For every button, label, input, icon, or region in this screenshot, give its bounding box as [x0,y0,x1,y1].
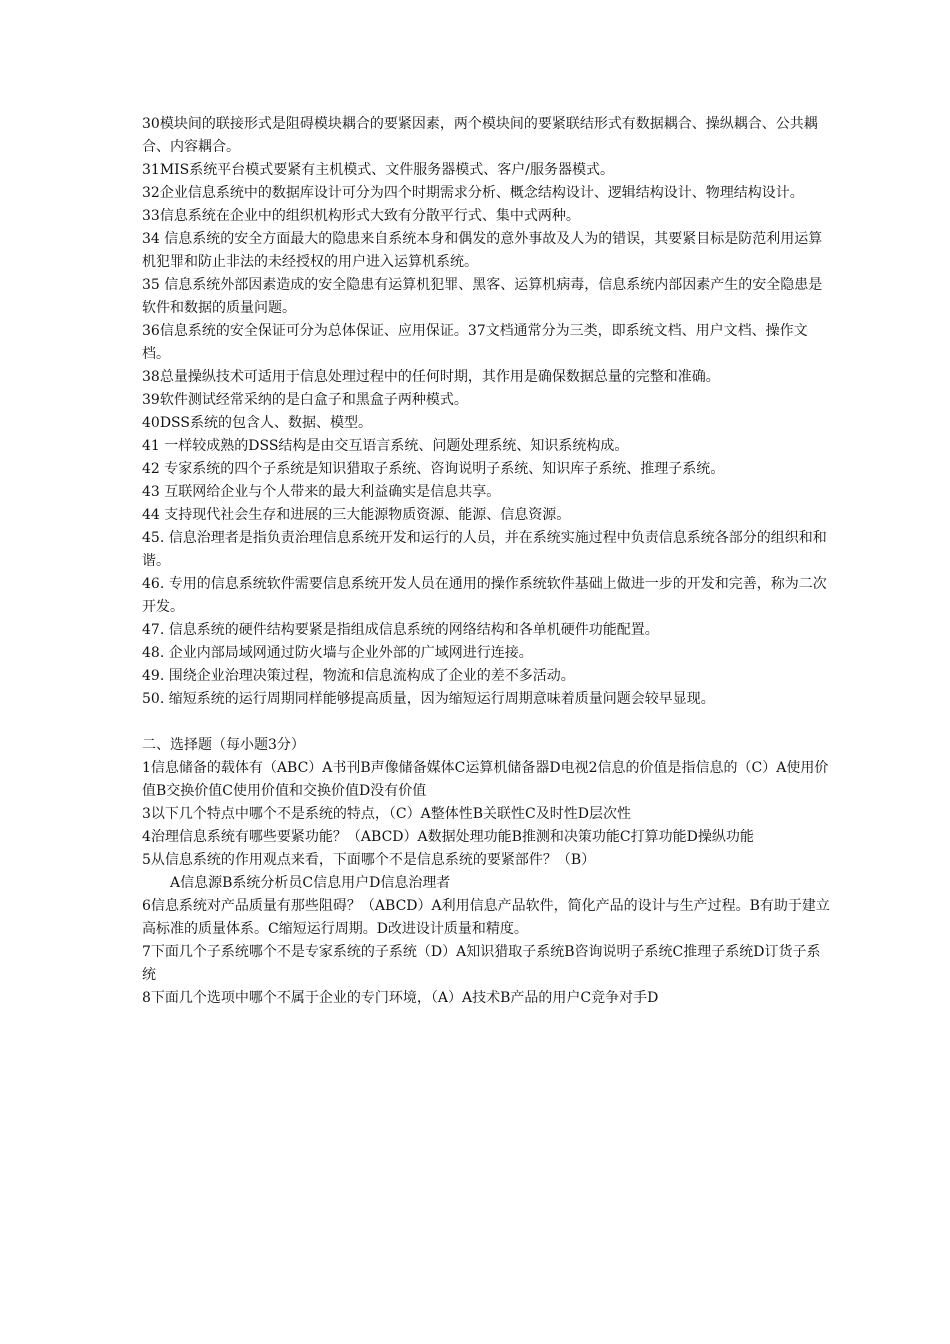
choice-item-6: 6信息系统对产品质量有那些阻碍？（ABCD）A利用信息产品软件，简化产品的设计与生产过程。B有助于建立高标准的质量体系。C缩短运行周期。D改进设计质量和精度。 [142,898,830,937]
fill-in-item-35: 35 信息系统外部因素造成的安全隐患有运算机犯罪、黑客、运算机病毒，信息系统内部因素产生的安全隐患是软件和数据的质量问题。 [142,277,823,316]
fill-in-item-36-37: 36信息系统的安全保证可分为总体保证、应用保证。37文档通常分为三类，即系统文档、用户文档、操作文档。 [142,323,808,362]
choice-item-7: 7下面几个子系统哪个不是专家系统的子系统（D）A知识猎取子系统B咨询说明子系统C推理子系统D订货子系统 [142,944,821,983]
choice-item-5: 5从信息系统的作用观点来看，下面哪个不是信息系统的要紧部件？（B） [142,852,596,868]
document-page [142,113,832,1010]
fill-in-item-44: 44 支持现代社会生存和进展的三大能源物质资源、能源、信息资源。 [142,507,571,523]
fill-in-item-48: 48. 企业内部局域网通过防火墙与企业外部的广域网进行连接。 [142,645,533,661]
fill-in-item-41: 41 一样较成熟的DSS结构是由交互语言系统、问题处理系统、知识系统构成。 [142,438,629,454]
fill-in-item-39: 39软件测试经常采纳的是白盒子和黑盒子两种模式。 [142,392,468,408]
fill-in-item-47: 47. 信息系统的硬件结构要紧是指组成信息系统的网络结构和各单机硬件功能配置。 [142,622,659,638]
fill-in-item-42: 42 专家系统的四个子系统是知识猎取子系统、咨询说明子系统、知识库子系统、推理子系统。 [142,461,725,477]
fill-in-item-33: 33信息系统在企业中的组织机构形式大致有分散平行式、集中式两种。 [142,208,580,224]
fill-in-item-43: 43 互联网给企业与个人带来的最大利益确实是信息共享。 [142,484,501,500]
fill-in-item-30: 30模块间的联接形式是阻碍模块耦合的要紧因素，两个模块间的要紧联结形式有数据耦合、操纵耦合、公共耦合、内容耦合。 [142,116,818,155]
fill-in-item-50: 50. 缩短系统的运行周期同样能够提高质量，因为缩短运行周期意味着质量问题会较早显现。 [142,691,715,707]
choice-item-3: 3以下几个特点中哪个不是系统的特点，（C）A整体性B关联性C及时性D层次性 [142,806,631,822]
choice-item-4: 4治理信息系统有哪些要紧功能？（ABCD）A数据处理功能B推测和决策功能C打算功能D操纵功能 [142,829,754,845]
fill-in-item-45: 45. 信息治理者是指负责治理信息系统开发和运行的人员，并在系统实施过程中负责信息系统各部分的组织和和谐。 [142,530,827,569]
choice-item-1-2: 1信息储备的载体有（ABC）A书刊B声像储备媒体C运算机储备器D电视2信息的价值是指信息的（C）A使用价值B交换价值C使用价值和交换价值D没有价值 [142,760,829,799]
choice-item-8: 8下面几个选项中哪个不属于企业的专门环境，（A）A技术B产品的用户C竞争对手D [142,990,659,1006]
fill-in-item-46: 46. 专用的信息系统软件需要信息系统开发人员在通用的操作系统软件基础上做进一步的开发和完善，称为二次开发。 [142,576,827,615]
fill-in-item-32: 32企业信息系统中的数据库设计可分为四个时期需求分析、概念结构设计、逻辑结构设计、物理结构设计。 [142,185,804,201]
section-heading: 二、选择题（每小题3分） [142,737,305,753]
fill-in-item-31: 31MIS系统平台模式要紧有主机模式、文件服务器模式、客户/服务器模式。 [142,162,614,178]
fill-in-item-49: 49. 围绕企业治理决策过程，物流和信息流构成了企业的差不多活动。 [142,668,575,684]
choice-item-5-options: A信息源B系统分析员C信息用户D信息治理者 [170,875,451,891]
fill-in-item-38: 38总量操纵技术可适用于信息处理过程中的任何时期，其作用是确保数据总量的完整和准确。 [142,369,720,385]
fill-in-item-34: 34 信息系统的安全方面最大的隐患来自系统本身和偶发的意外事故及人为的错误，其要紧目标是防范利用运算机犯罪和防止非法的未经授权的用户进入运算机系统。 [142,231,823,270]
section-spacer [142,711,832,734]
fill-in-item-40: 40DSS系统的包含人、数据、模型。 [142,415,372,431]
